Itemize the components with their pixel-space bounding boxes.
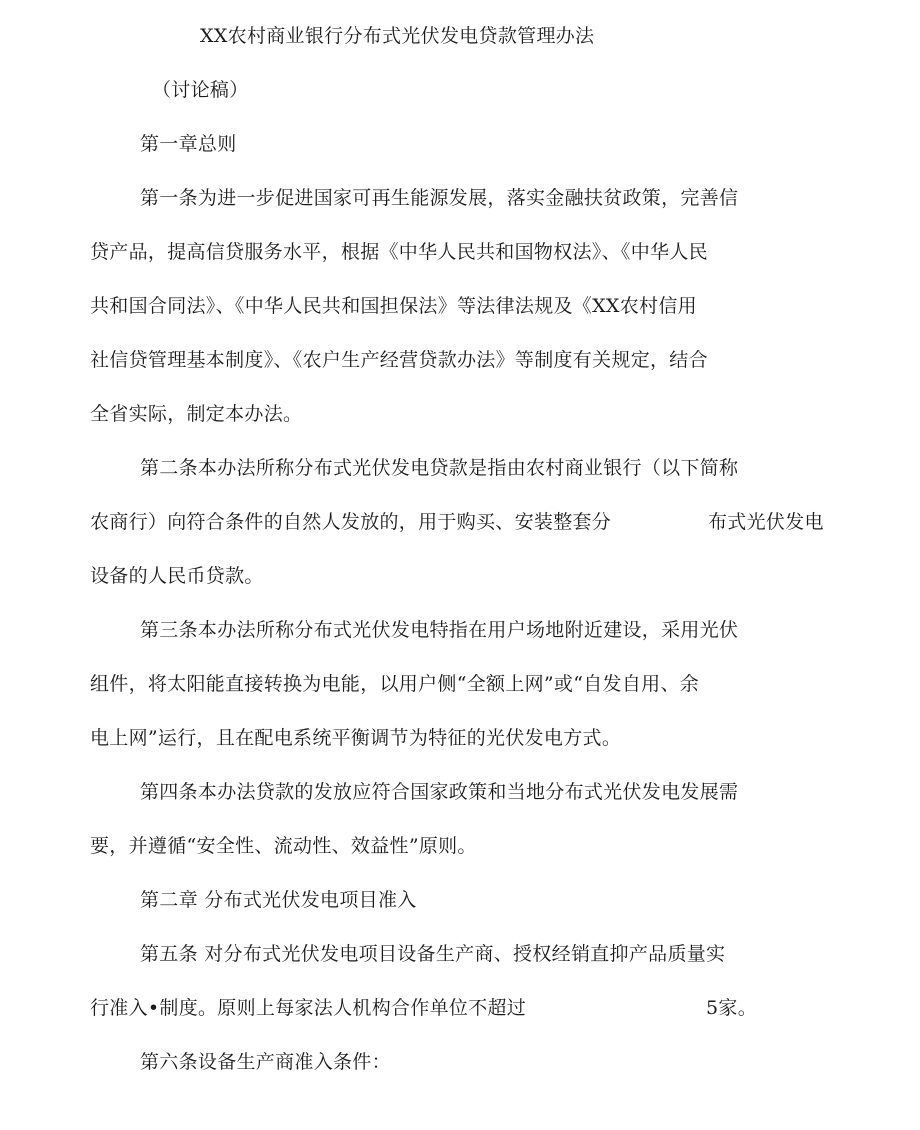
article-3-line-2: 组件，将太阳能直接转换为电能，以用户侧“全额上网”或“自发自用、余 (90, 673, 700, 695)
article-5-line-1: 第五条 对分布式光伏发电项目设备生产商、授权经销直抑产品质量实 (140, 943, 726, 965)
document-subtitle: （讨论稿） (152, 79, 249, 101)
chapter-2-heading: 第二章 分布式光伏发电项目准入 (140, 889, 417, 911)
article-1-line-4: 社信贷管理基本制度》、《农户生产经营贷款办法》等制度有关规定，结合 (90, 349, 708, 371)
article-2-line-3: 设备的人民币贷款。 (90, 565, 264, 587)
article-2-line-2b: 布式光伏发电 (708, 511, 824, 533)
article-1-line-2: 贷产品，提高信贷服务水平，根据《中华人民共和国物权法》、《中华人民 (90, 241, 708, 263)
article-1-line-1: 第一条为进一步促进国家可再生能源发展，落实金融扶贫政策，完善信 (140, 187, 739, 209)
article-5-line-2a: 行准入•制度。原则上每家法人机构合作单位不超过 (90, 997, 527, 1019)
article-2-line-1: 第二条本办法所称分布式光伏发电贷款是指由农村商业银行（以下简称 (140, 457, 739, 479)
article-1-line-3: 共和国合同法》、《中华人民共和国担保法》等法律法规及《XX农村信用 (90, 295, 697, 317)
article-1-line-5: 全省实际，制定本办法。 (90, 403, 303, 425)
article-4-line-1: 第四条本办法贷款的发放应符合国家政策和当地分布式光伏发电发展需 (140, 781, 739, 803)
chapter-1-heading: 第一章总则 (140, 133, 237, 155)
article-2-line-2a: 农商行）向符合条件的自然人发放的，用于购买、安装整套分 (90, 511, 612, 533)
article-4-line-2: 要，并遵循“安全性、流动性、效益性”原则。 (90, 835, 477, 857)
article-6-line-1: 第六条设备生产商准入条件： (140, 1051, 391, 1073)
article-5-line-2b: 5家。 (706, 997, 757, 1019)
article-3-line-1: 第三条本办法所称分布式光伏发电特指在用户场地附近建设，采用光伏 (140, 619, 739, 641)
document-title: XX农村商业银行分布式光伏发电贷款管理办法 (200, 25, 595, 47)
article-3-line-3: 电上网”运行，且在配电系统平衡调节为特征的光伏发电方式。 (90, 727, 622, 749)
